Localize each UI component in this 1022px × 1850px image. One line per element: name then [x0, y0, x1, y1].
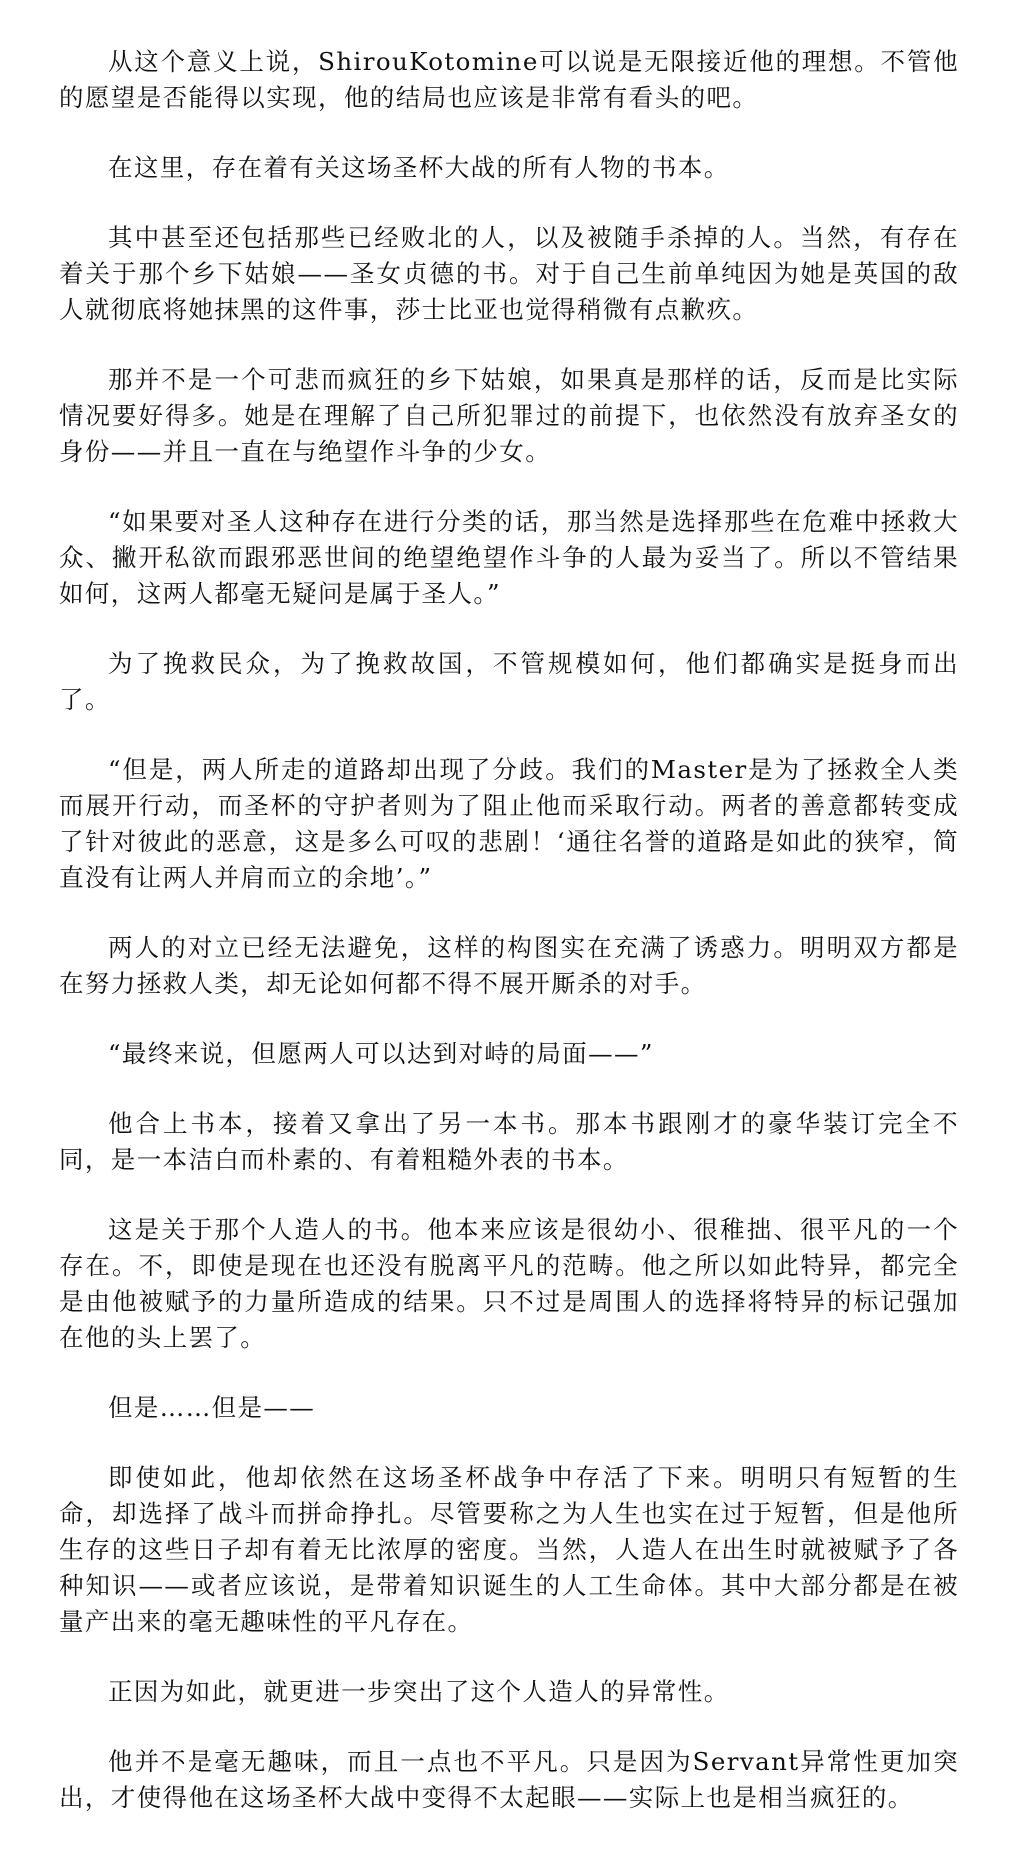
paragraph-4: 那并不是一个可悲而疯狂的乡下姑娘，如果真是那样的话，反而是比实际情况要好得多。她是在理解了自己所犯罪过的前提下，也依然没有放弃圣女的身份——并且一直在与绝望作斗争的少女。: [59, 365, 959, 466]
paragraph-3: 其中甚至还包括那些已经败北的人，以及被随手杀掉的人。当然，有存在着关于那个乡下姑娘——圣女贞德的书。对于自己生前单纯因为她是英国的敌人就彻底将她抹黑的这件事，莎士比亚也觉得稍微有点歉疚。: [59, 223, 959, 324]
paragraph-9: “最终来说，但愿两人可以达到对峙的局面——”: [108, 1039, 654, 1068]
paragraph-12: 但是……但是——: [108, 1393, 316, 1422]
paragraph-10: 他合上书本，接着又拿出了另一本书。那本书跟刚才的豪华装订完全不同，是一本洁白而朴素的、有着粗糙外表的书本。: [59, 1109, 959, 1174]
paragraph-5: “如果要对圣人这种存在进行分类的话，那当然是选择那些在危难中拯救大众、撇开私欲而跟邪恶世间的绝望绝望作斗争的人最为妥当了。所以不管结果如何，这两人都毫无疑问是属于圣人。”: [59, 507, 959, 608]
paragraph-13: 即使如此，他却依然在这场圣杯战争中存活了下来。明明只有短暂的生命，却选择了战斗而拼命挣扎。尽管要称之为人生也实在过于短暂，但是他所生存的这些日子却有着无比浓厚的密度。当然，人造人在出生时就被赋予了各种知识——或者应该说，是带着知识诞生的人工生命体。其中大部分都是在被量产出来的毫无趣味性的平凡存在。: [59, 1463, 959, 1636]
paragraph-2: 在这里，存在着有关这场圣杯大战的所有人物的书本。: [108, 153, 730, 182]
paragraph-11: 这是关于那个人造人的书。他本来应该是很幼小、很稚拙、很平凡的一个存在。不，即使是现在也还没有脱离平凡的范畴。他之所以如此特异，都完全是由他被赋予的力量所造成的结果。只不过是周围人的选择将特异的标记强加在他的头上罢了。: [59, 1215, 959, 1352]
paragraph-14: 正因为如此，就更进一步突出了这个人造人的异常性。: [108, 1677, 730, 1706]
paragraph-15: 他并不是毫无趣味，而且一点也不平凡。只是因为Servant异常性更加突出，才使得他在这场圣杯大战中变得不太起眼——实际上也是相当疯狂的。: [59, 1747, 959, 1812]
paragraph-1: 从这个意义上说，ShirouKotomine可以说是无限接近他的理想。不管他的愿望是否能得以实现，他的结局也应该是非常有看头的吧。: [59, 47, 959, 112]
paragraph-6: 为了挽救民众，为了挽救故国，不管规模如何，他们都确实是挺身而出了。: [59, 649, 959, 714]
document-page: [59, 44, 959, 1850]
paragraph-8: 两人的对立已经无法避免，这样的构图实在充满了诱惑力。明明双方都是在努力拯救人类，却无论如何都不得不展开厮杀的对手。: [59, 933, 959, 998]
paragraph-7: “但是，两人所走的道路却出现了分歧。我们的Master是为了拯救全人类而展开行动，而圣杯的守护者则为了阻止他而采取行动。两者的善意都转变成了针对彼此的恶意，这是多么可叹的悲剧！‘通往名誉的道路是如此的狭窄，简直没有让两人并肩而立的余地’。”: [59, 755, 959, 892]
